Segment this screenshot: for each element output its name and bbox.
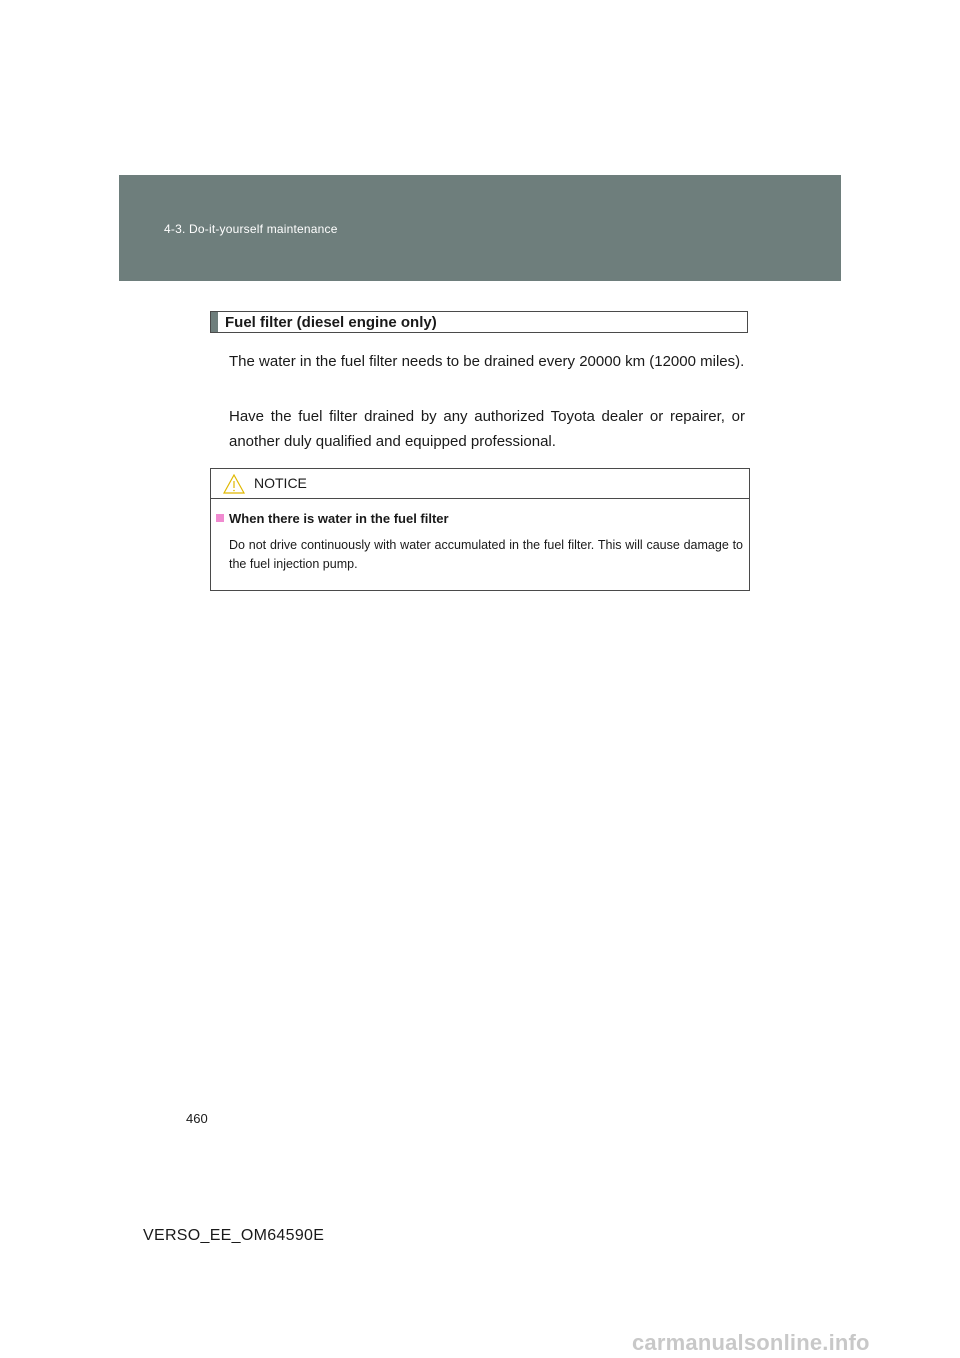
paragraph-dealer-service: Have the fuel filter drained by any authorized Toyota dealer or repairer, or another duly qualified and equipped professional. — [229, 408, 745, 450]
notice-header — [211, 469, 749, 499]
paragraph-drain-interval: The water in the fuel filter needs to be drained every 20000 km (12000 miles). — [229, 353, 745, 370]
section-heading — [210, 311, 748, 333]
watermark: carmanualsonline.info — [632, 1330, 870, 1355]
notice-box — [210, 468, 750, 591]
square-bullet-icon — [216, 514, 224, 522]
notice-item-heading — [216, 511, 449, 526]
notice-item-body: Do not drive continuously with water accumulated in the fuel filter. This will cause damage to the fuel injection pump. — [229, 538, 743, 571]
header-band — [119, 175, 841, 281]
page-number: 460 — [186, 1111, 208, 1126]
section-heading-bar — [211, 312, 218, 332]
notice-item-title-text: When there is water in the fuel filter — [229, 511, 449, 526]
section-heading-text: Fuel filter (diesel engine only) — [225, 314, 437, 331]
document-code: VERSO_EE_OM64590E — [143, 1227, 325, 1244]
section-label: 4-3. Do-it-yourself maintenance — [164, 222, 338, 236]
notice-title: NOTICE — [254, 475, 307, 491]
warning-triangle-icon — [223, 474, 245, 494]
